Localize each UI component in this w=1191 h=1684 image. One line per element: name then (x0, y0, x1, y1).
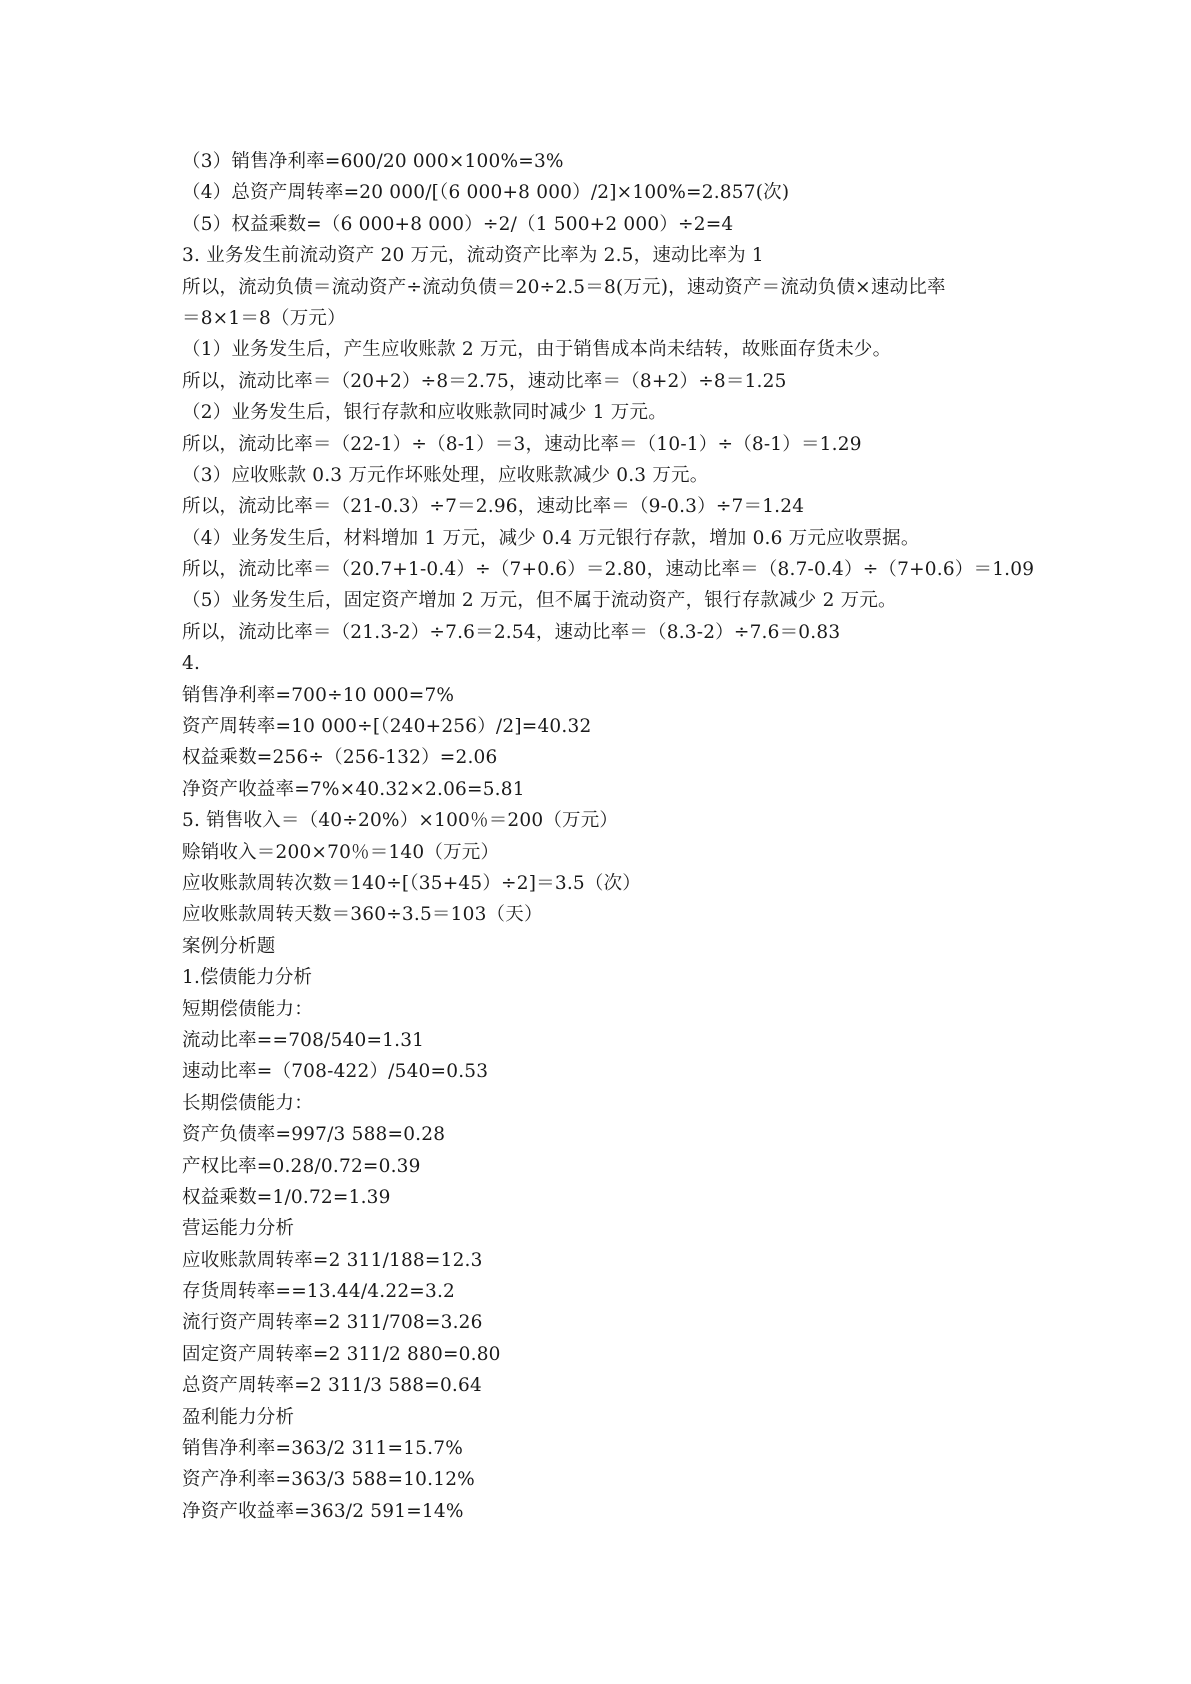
text-line: 营运能力分析 (182, 1218, 295, 1240)
text-line: 1.偿债能力分析 (182, 967, 313, 989)
text-line: （4）总资产周转率=20 000/[（6 000+8 000）/2]×100%=2.857(次) (182, 182, 790, 204)
document-body (182, 146, 1082, 1527)
text-line: 存货周转率==13.44/4.22=3.2 (182, 1281, 456, 1303)
text-line: 所以，流动比率＝（21-0.3）÷7＝2.96，速动比率＝（9-0.3）÷7＝1.24 (182, 496, 805, 518)
text-line: 所以，流动比率＝（20.7+1-0.4）÷（7+0.6）＝2.80，速动比率＝（8.7-0.4）÷（7+0.6）＝1.09 (182, 559, 1035, 581)
text-line: 赊销收入＝200×70％＝140（万元） (182, 841, 500, 863)
text-line: 所以，流动比率＝（22-1）÷（8-1）＝3，速动比率＝（10-1）÷（8-1）＝1.29 (182, 433, 862, 455)
text-line: 案例分析题 (182, 935, 276, 957)
text-line: 净资产收益率=363/2 591=14% (182, 1500, 464, 1522)
text-line: （5）权益乘数=（6 000+8 000）÷2/（1 500+2 000）÷2=4 (182, 213, 734, 235)
text-line: 销售净利率=363/2 311=15.7% (182, 1438, 463, 1460)
text-line: 3. 业务发生前流动资产 20 万元，流动资产比率为 2.5，速动比率为 1 (182, 245, 764, 267)
text-line: 盈利能力分析 (182, 1406, 295, 1428)
text-line: 短期偿债能力： (182, 998, 313, 1020)
text-line: 长期偿债能力： (182, 1092, 313, 1114)
text-line: 4. (182, 653, 201, 675)
text-line: 应收账款周转率=2 311/188=12.3 (182, 1249, 483, 1271)
text-line: （2）业务发生后，银行存款和应收账款同时减少 1 万元。 (182, 402, 667, 424)
text-line: 所以，流动比率＝（20+2）÷8＝2.75，速动比率＝（8+2）÷8＝1.25 (182, 370, 787, 392)
text-line: 产权比率=0.28/0.72=0.39 (182, 1155, 421, 1177)
text-line: 所以，流动比率＝（21.3-2）÷7.6＝2.54，速动比率＝（8.3-2）÷7.6＝0.83 (182, 621, 841, 643)
text-line: 应收账款周转次数＝140÷[（35+45）÷2]＝3.5（次） (182, 872, 641, 894)
text-line: 速动比率=（708-422）/540=0.53 (182, 1061, 489, 1083)
text-line: 5. 销售收入＝（40÷20%）×100％＝200（万元） (182, 810, 619, 832)
text-line: 应收账款周转天数＝360÷3.5＝103（天） (182, 904, 543, 926)
text-line: （3）销售净利率=600/20 000×100%=3% (182, 151, 564, 172)
text-line: （1）业务发生后，产生应收账款 2 万元，由于销售成本尚未结转，故账面存货未少。 (182, 339, 892, 361)
text-line: 净资产收益率=7%×40.32×2.06=5.81 (182, 778, 525, 800)
text-line: 权益乘数=256÷（256-132）=2.06 (182, 747, 498, 769)
text-line: （3）应收账款 0.3 万元作坏账处理，应收账款减少 0.3 万元。 (182, 464, 709, 486)
text-line: ＝8×1＝8（万元） (182, 307, 346, 329)
text-line: 销售净利率=700÷10 000=7% (182, 684, 455, 706)
text-line: 流动比率==708/540=1.31 (182, 1029, 425, 1051)
text-line: 权益乘数=1/0.72=1.39 (182, 1186, 391, 1208)
text-line: （4）业务发生后，材料增加 1 万元，减少 0.4 万元银行存款，增加 0.6 万元应收票据。 (182, 527, 920, 549)
text-line: 固定资产周转率=2 311/2 880=0.80 (182, 1343, 501, 1365)
text-line: 资产负债率=997/3 588=0.28 (182, 1124, 446, 1146)
text-line: 流行资产周转率=2 311/708=3.26 (182, 1312, 483, 1334)
text-line: （5）业务发生后，固定资产增加 2 万元，但不属于流动资产，银行存款减少 2 万元。 (182, 590, 897, 612)
text-line: 所以，流动负债＝流动资产÷流动负债＝20÷2.5＝8(万元)，速动资产＝流动负债×速动比率 (182, 276, 946, 298)
text-line: 总资产周转率=2 311/3 588=0.64 (182, 1375, 482, 1397)
text-line: 资产周转率=10 000÷[（240+256）/2]=40.32 (182, 716, 592, 738)
text-line: 资产净利率=363/3 588=10.12% (182, 1469, 475, 1491)
